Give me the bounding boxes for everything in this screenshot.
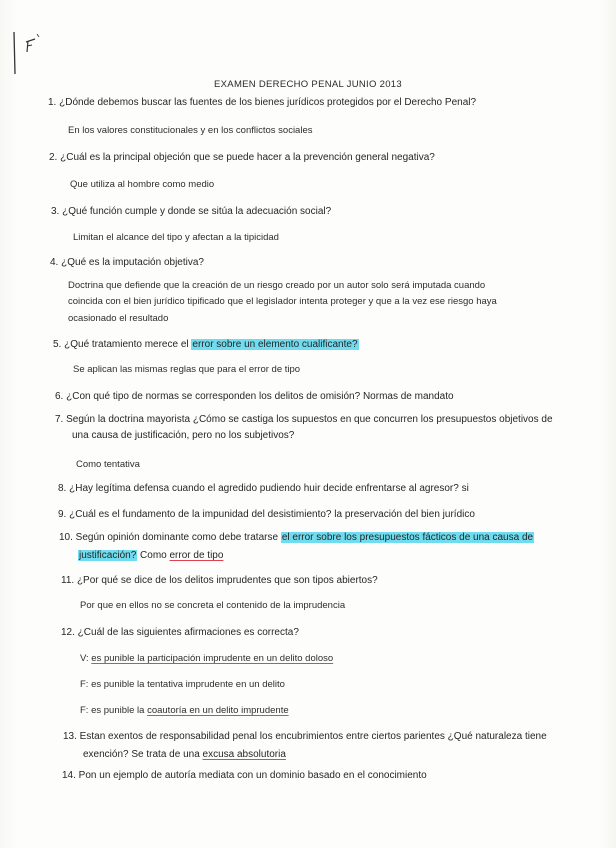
answer-7: Como tentativa bbox=[76, 459, 140, 470]
question-5-text: 5. ¿Qué tratamiento merece el bbox=[53, 339, 192, 350]
underlined-answer: excusa absolutoria bbox=[202, 749, 286, 760]
question-10-line-1 bbox=[59, 531, 534, 545]
question-10-answer-prefix: Como bbox=[137, 550, 170, 561]
question-10-text: 10. Según opinión dominante como debe tratarse bbox=[59, 532, 281, 543]
option-12-1 bbox=[80, 652, 333, 666]
question-1: 1. ¿Dónde debemos buscar las fuentes de los bienes jurídicos protegidos por el Derecho Penal? bbox=[48, 97, 477, 108]
question-9: 9. ¿Cuál es el fundamento de la impunidad del desistimiento? la preservación del bien jurídico bbox=[58, 509, 475, 520]
question-4: 4. ¿Qué es la imputación objetiva? bbox=[50, 257, 204, 268]
answer-11: Por que en ellos no se concreta el contenido de la imprudencia bbox=[80, 600, 346, 611]
question-13-text: exención? Se trata de una bbox=[83, 749, 203, 760]
highlighted-text: error sobre un elemento cualificante? bbox=[192, 339, 358, 350]
answer-4-line-3: ocasionado el resultado bbox=[68, 313, 169, 324]
highlighted-text: el error sobre los presupuestos fácticos de una causa de bbox=[281, 532, 534, 543]
question-13-line-1: 13. Estan exentos de responsabilidad penal los encubrimientos entre ciertos parientes ¿Qué naturaleza tiene bbox=[63, 731, 547, 742]
underlined-option: coautoría en un delito imprudente bbox=[147, 705, 289, 716]
question-2: 2. ¿Cuál es la principal objeción que se puede hacer a la prevención general negativa? bbox=[49, 152, 435, 163]
answer-4-line-1: Doctrina que defiende que la creación de un riesgo creado por un autor solo será imputada cuando bbox=[68, 280, 486, 291]
exam-title: EXAMEN DERECHO PENAL JUNIO 2013 bbox=[214, 79, 402, 90]
question-7-line-2: una causa de justificación, pero no los subjetivos? bbox=[72, 430, 295, 441]
question-5 bbox=[53, 338, 359, 352]
option-12-3 bbox=[80, 704, 289, 718]
option-label: F: es punible la bbox=[80, 705, 148, 716]
question-14: 14. Pon un ejemplo de autoría mediata con un dominio basado en el conocimiento bbox=[62, 770, 427, 781]
question-8: 8. ¿Hay legítima defensa cuando el agredido pudiendo huir decide enfrentarse al agresor? si bbox=[58, 483, 469, 494]
handwritten-corner-mark bbox=[10, 28, 40, 78]
question-7-line-1: 7. Según la doctrina mayorista ¿Cómo se castiga los supuestos en que concurren los presupuestos objetivos de bbox=[55, 414, 553, 425]
answer-1: En los valores constitucionales y en los conflictos sociales bbox=[68, 125, 313, 136]
option-12-2: F: es punible la tentativa imprudente en un delito bbox=[80, 679, 285, 690]
answer-2: Que utiliza al hombre como medio bbox=[70, 179, 215, 190]
answer-3: Limitan el alcance del tipo y afectan a la tipicidad bbox=[73, 232, 279, 243]
question-12: 12. ¿Cuál de las siguientes afirmaciones es correcta? bbox=[61, 627, 299, 638]
question-3: 3. ¿Qué función cumple y donde se sitúa la adecuación social? bbox=[51, 206, 332, 217]
question-10-line-2 bbox=[78, 549, 223, 563]
question-13-line-2 bbox=[83, 748, 286, 762]
highlighted-text: justificación? bbox=[79, 550, 137, 561]
question-6: 6. ¿Con qué tipo de normas se corresponden los delitos de omisión? Normas de mandato bbox=[55, 391, 454, 402]
underlined-answer: error de tipo bbox=[169, 550, 224, 561]
underlined-option: es punible la participación imprudente en un delito doloso bbox=[91, 653, 334, 664]
answer-5: Se aplican las mismas reglas que para el error de tipo bbox=[73, 364, 301, 375]
question-11: 11. ¿Por qué se dice de los delitos imprudentes que son tipos abiertos? bbox=[61, 575, 378, 586]
option-label: V: bbox=[80, 653, 92, 664]
answer-4-line-2: coincida con el bien jurídico tipificado que el legislador intenta proteger y que a la vez ese riesgo haya bbox=[68, 296, 497, 307]
